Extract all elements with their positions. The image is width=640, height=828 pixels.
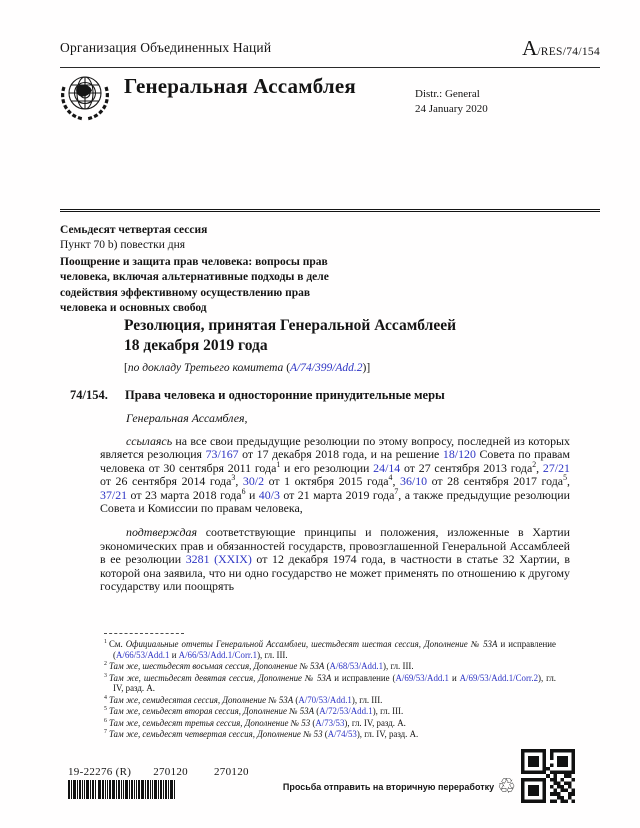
footnote-ref: 3 xyxy=(231,473,236,483)
footnote-number: 2 xyxy=(104,661,107,668)
footnote-separator xyxy=(104,633,184,634)
footnote-ref: 4 xyxy=(388,473,393,483)
distribution-info xyxy=(415,87,488,117)
footnote: $^5$ Там же, семьдесят вторая сессия, Дополнение № 53A (A/72/53/Add.1), гл. III. xyxy=(104,706,404,716)
document-link[interactable]: 73/167 xyxy=(205,447,239,462)
job-number: 19-22276 (R) xyxy=(68,766,132,778)
preamble-paragraph: подтверждая соответствующие принципы и положения, изложенные в Хартии экономических прав и обязанностей государств, провозглашенной Генеральной Ассамблеей в ее резолюции 3281 (XXIX) от 12 декабря 1974 года, в частности в статье 32 Хартии, в которой она заявила, что ни одно государство не может применять по отношению к другому государству или поощрять xyxy=(100,524,570,594)
resolution-number: 74/154. xyxy=(70,388,108,402)
document-link[interactable]: 40/3 xyxy=(258,487,280,502)
footnote: $^3$ Там же, шестьдесят девятая сессия, Дополнение № 53A и исправление (A/69/53/Add.1 и A/69/53/Add.1/Corr.2), гл. IV, разд. A. xyxy=(104,672,557,693)
distr-date: 24 January 2020 xyxy=(415,102,488,115)
footnote-ref: 6 xyxy=(241,486,246,496)
document-link[interactable]: 27/21 xyxy=(542,460,570,475)
document-link[interactable]: A/74/53 xyxy=(327,729,357,739)
agenda-line: Пункт 70 b) повестки дня xyxy=(60,239,186,252)
document-link[interactable]: A/72/53/Add.1 xyxy=(319,706,373,716)
document-link[interactable]: 18/120 xyxy=(442,447,476,462)
resolution-heading xyxy=(70,388,445,403)
footnote-number: 4 xyxy=(104,694,107,701)
document-link[interactable]: 30/2 xyxy=(242,474,265,489)
resolution-body xyxy=(100,412,570,604)
print-code-2: 270120 xyxy=(214,766,249,778)
footnote: $^7$ Там же, семьдесят четвертая сессия, Дополнение № 53 (A/74/53), гл. IV, разд. A. xyxy=(104,729,419,739)
document-link[interactable]: 37/21 xyxy=(100,487,128,502)
document-link[interactable]: A/70/53/Add.1 xyxy=(298,694,352,705)
document-link[interactable]: 3281 (XXIX) xyxy=(185,552,252,567)
footnote-ref: 5 xyxy=(563,473,567,483)
session-title: Семьдесят четвертая сессия xyxy=(60,224,208,236)
distr-line: Distr.: General xyxy=(415,88,480,100)
print-code-1: 270120 xyxy=(153,766,188,778)
section-rule xyxy=(60,209,600,212)
footnote: $^6$ Там же, семьдесят третья сессия, Дополнение № 53 (A/73/53), гл. IV, разд. A. xyxy=(104,717,406,728)
resolution-heading-text: Права человека и односторонние принудительные меры xyxy=(125,388,445,402)
document-link[interactable]: 36/10 xyxy=(400,474,428,489)
document-link[interactable]: A/66/53/Add.1 xyxy=(115,649,170,660)
footnote-ref: 2 xyxy=(532,459,537,469)
document-link[interactable]: A/69/53/Add.1/Corr.2 xyxy=(459,672,539,683)
footnote-number: 3 xyxy=(104,672,107,679)
document-link[interactable]: A/69/53/Add.1 xyxy=(395,672,449,683)
document-symbol-letter: A xyxy=(522,36,538,60)
document-link[interactable]: A/73/53 xyxy=(315,717,345,728)
org-name: Организация Объединенных Наций xyxy=(60,40,272,55)
recycle-icon: ♲ xyxy=(497,774,516,798)
resolution-title-line1: Резолюция, принятая Генеральной Ассамблеей xyxy=(124,317,457,334)
footnote-number: 1 xyxy=(104,639,107,646)
footnote: $^1$ См. Официальные отчеты Генеральной Ассамблеи, шестьдесят шестая сессия, Дополнение № 53A и исправление (A/66/53/Add.1 и A/66/53/Add.1/Corr.1), гл. III. xyxy=(104,639,556,660)
resolution-title-line2: 18 декабря 2019 года xyxy=(124,336,268,354)
document-link[interactable]: A/68/53/Add.1 xyxy=(329,661,384,671)
header-rule xyxy=(60,67,600,68)
footnote: $^4$ Там же, семидесятая сессия, Дополнение № 53A (A/70/53/Add.1), гл. III. xyxy=(104,694,383,705)
footnote-number: 7 xyxy=(104,729,107,736)
document-symbol xyxy=(522,36,600,61)
preamble-paragraph: ссылаясь на все свои предыдущие резолюции по этому вопросу, последней из которых является резолюция 73/167 от 17 декабря 2018 года, и на решение 18/120 Совета по правам человека от 30 сентября 2011 года$^1$ и его резолюции 24/14 от 27 сентября 2013 года$^2$, 27/21 от 26 сентября 2014 года$^3$, 30/2 от 1 октября 2015 года$^4$, 36/10 от 28 сентября 2017 года$^5$, 37/21 от 23 марта 2018 года$^6$ и 40/3 от 21 марта 2019 года$^7$, а также предыдущие резолюции Совета и Комиссии по правам человека, xyxy=(100,433,570,516)
footnote-ref: 1 xyxy=(276,459,281,469)
un-emblem-icon xyxy=(56,70,114,137)
document-link[interactable]: A/74/399/Add.2 xyxy=(290,362,363,374)
job-number-line xyxy=(68,766,249,778)
footnote-number: 5 xyxy=(104,706,107,713)
opening-line: Генеральная Ассамблея, xyxy=(126,411,248,425)
footnote-ref: 7 xyxy=(394,486,399,496)
document-link[interactable]: A/66/53/Add.1/Corr.1 xyxy=(178,649,258,660)
document-link[interactable]: 24/14 xyxy=(373,460,401,475)
session-block xyxy=(60,223,360,316)
footnote: $^2$ Там же, шестьдесят восьмая сессия, Дополнение № 53A (A/68/53/Add.1), гл. III. xyxy=(104,661,414,671)
footnote-number: 6 xyxy=(104,717,107,724)
assembly-title: Генеральная Ассамблея xyxy=(124,74,356,98)
agenda-item-title: Поощрение и защита прав человека: вопросы прав человека, включая альтернативные подходы в деле содействия эффективному осуществлению прав человека и основных свобод xyxy=(60,255,329,315)
qr-code xyxy=(521,749,575,808)
recycle-notice xyxy=(283,776,516,797)
document-symbol-number: /RES/74/154 xyxy=(537,46,600,58)
barcode xyxy=(68,780,178,804)
recycle-text: Просьба отправить на вторичную переработку xyxy=(282,781,495,792)
report-reference: [по докладу Третьего комитета (A/74/399/Add.2)] xyxy=(124,362,371,374)
footnotes-list xyxy=(104,639,556,741)
resolution-title xyxy=(124,316,456,356)
